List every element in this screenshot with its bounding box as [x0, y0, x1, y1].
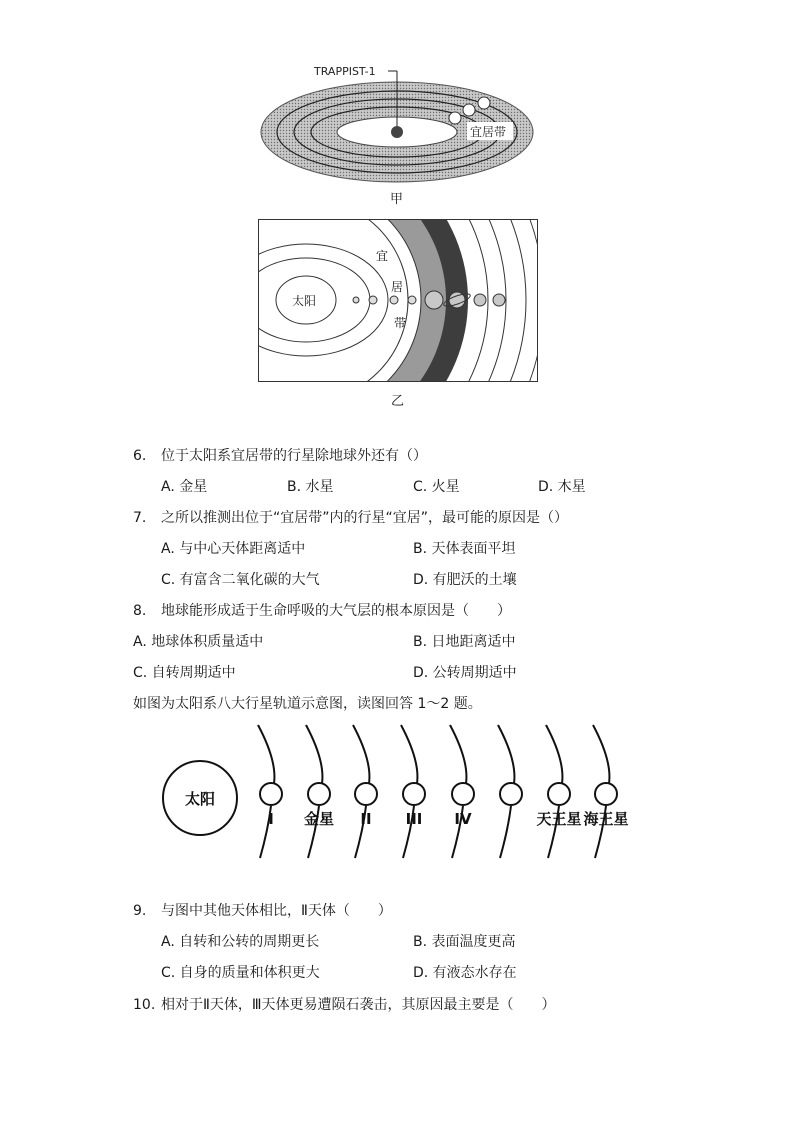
planet-label-2: 金星	[303, 810, 335, 828]
planet-label-1: I	[268, 810, 274, 828]
planet-label-3: II	[360, 810, 372, 828]
question-text: 相对于Ⅱ天体，Ⅲ天体更易遭陨石袭击，其原因最主要是（ ）	[161, 997, 556, 1013]
q6-option-a[interactable]: A. 金星	[161, 479, 208, 495]
question-number: 6.	[133, 448, 147, 464]
question-text: 位于太阳系宜居带的行星除地球外还有（）	[161, 448, 427, 464]
q8-option-a[interactable]: A. 地球体积质量适中	[133, 634, 264, 650]
figure-jia-caption: 甲	[390, 192, 404, 207]
figure-yi-caption: 乙	[391, 394, 405, 409]
q6-option-d[interactable]: D. 木星	[538, 479, 586, 495]
question-text: 地球能形成适于生命呼吸的大气层的根本原因是（ ）	[161, 603, 511, 619]
planet-label-5: IV	[454, 810, 472, 828]
question-number: 10.	[133, 997, 156, 1013]
trappist-diagram	[255, 60, 540, 190]
q9-option-d[interactable]: D. 有液态水存在	[413, 965, 517, 981]
q9-option-c[interactable]: C. 自身的质量和体积更大	[161, 965, 320, 981]
star-dot	[391, 126, 403, 138]
q8-option-c[interactable]: C. 自转周期适中	[133, 665, 236, 681]
q7-option-c[interactable]: C. 有富含二氧化碳的大气	[161, 572, 320, 588]
q6-option-b[interactable]: B. 水星	[287, 479, 334, 495]
planet-label-4: III	[405, 810, 423, 828]
question-6	[133, 447, 427, 465]
question-number: 8.	[133, 603, 147, 619]
q7-option-a[interactable]: A. 与中心天体距离适中	[161, 541, 306, 557]
habitable-zone-label: 宜居带	[470, 125, 507, 139]
q7-option-d[interactable]: D. 有肥沃的土壤	[413, 572, 517, 588]
planet-label-7: 天王星	[536, 810, 582, 828]
q9-option-a[interactable]: A. 自转和公转的周期更长	[161, 934, 320, 950]
zone-char-2: 居	[391, 280, 404, 294]
question-number: 7.	[133, 510, 147, 526]
q8-option-b[interactable]: B. 日地距离适中	[413, 634, 516, 650]
q9-option-b[interactable]: B. 表面温度更高	[413, 934, 516, 950]
planet-label-8: 海王星	[583, 810, 629, 828]
orbit-sun-label: 太阳	[184, 790, 216, 808]
q6-option-c[interactable]: C. 火星	[413, 479, 460, 495]
figure-trappist	[255, 60, 540, 190]
question-9	[133, 902, 392, 920]
question-7	[133, 509, 568, 527]
question-number: 9.	[133, 903, 147, 919]
star-label: TRAPPIST-1	[314, 65, 376, 78]
figure-solar-habitable	[258, 219, 538, 382]
q8-option-d[interactable]: D. 公转周期适中	[413, 665, 517, 681]
zone-char-1: 宜	[376, 249, 389, 263]
figure-intro: 如图为太阳系八大行星轨道示意图，读图回答 1～2 题。	[133, 696, 482, 712]
question-8	[133, 602, 511, 620]
zone-char-3: 带	[394, 316, 407, 330]
figure-planet-orbits	[160, 720, 640, 860]
solar-habitable-diagram	[258, 219, 538, 382]
question-text: 之所以推测出位于“宜居带”内的行星“宜居”，最可能的原因是（）	[161, 510, 569, 526]
sun-label: 太阳	[292, 294, 317, 308]
question-text: 与图中其他天体相比，Ⅱ天体（ ）	[161, 903, 392, 919]
planet-orbits-diagram	[160, 720, 640, 860]
q7-option-b[interactable]: B. 天体表面平坦	[413, 541, 516, 557]
question-10	[133, 996, 556, 1014]
